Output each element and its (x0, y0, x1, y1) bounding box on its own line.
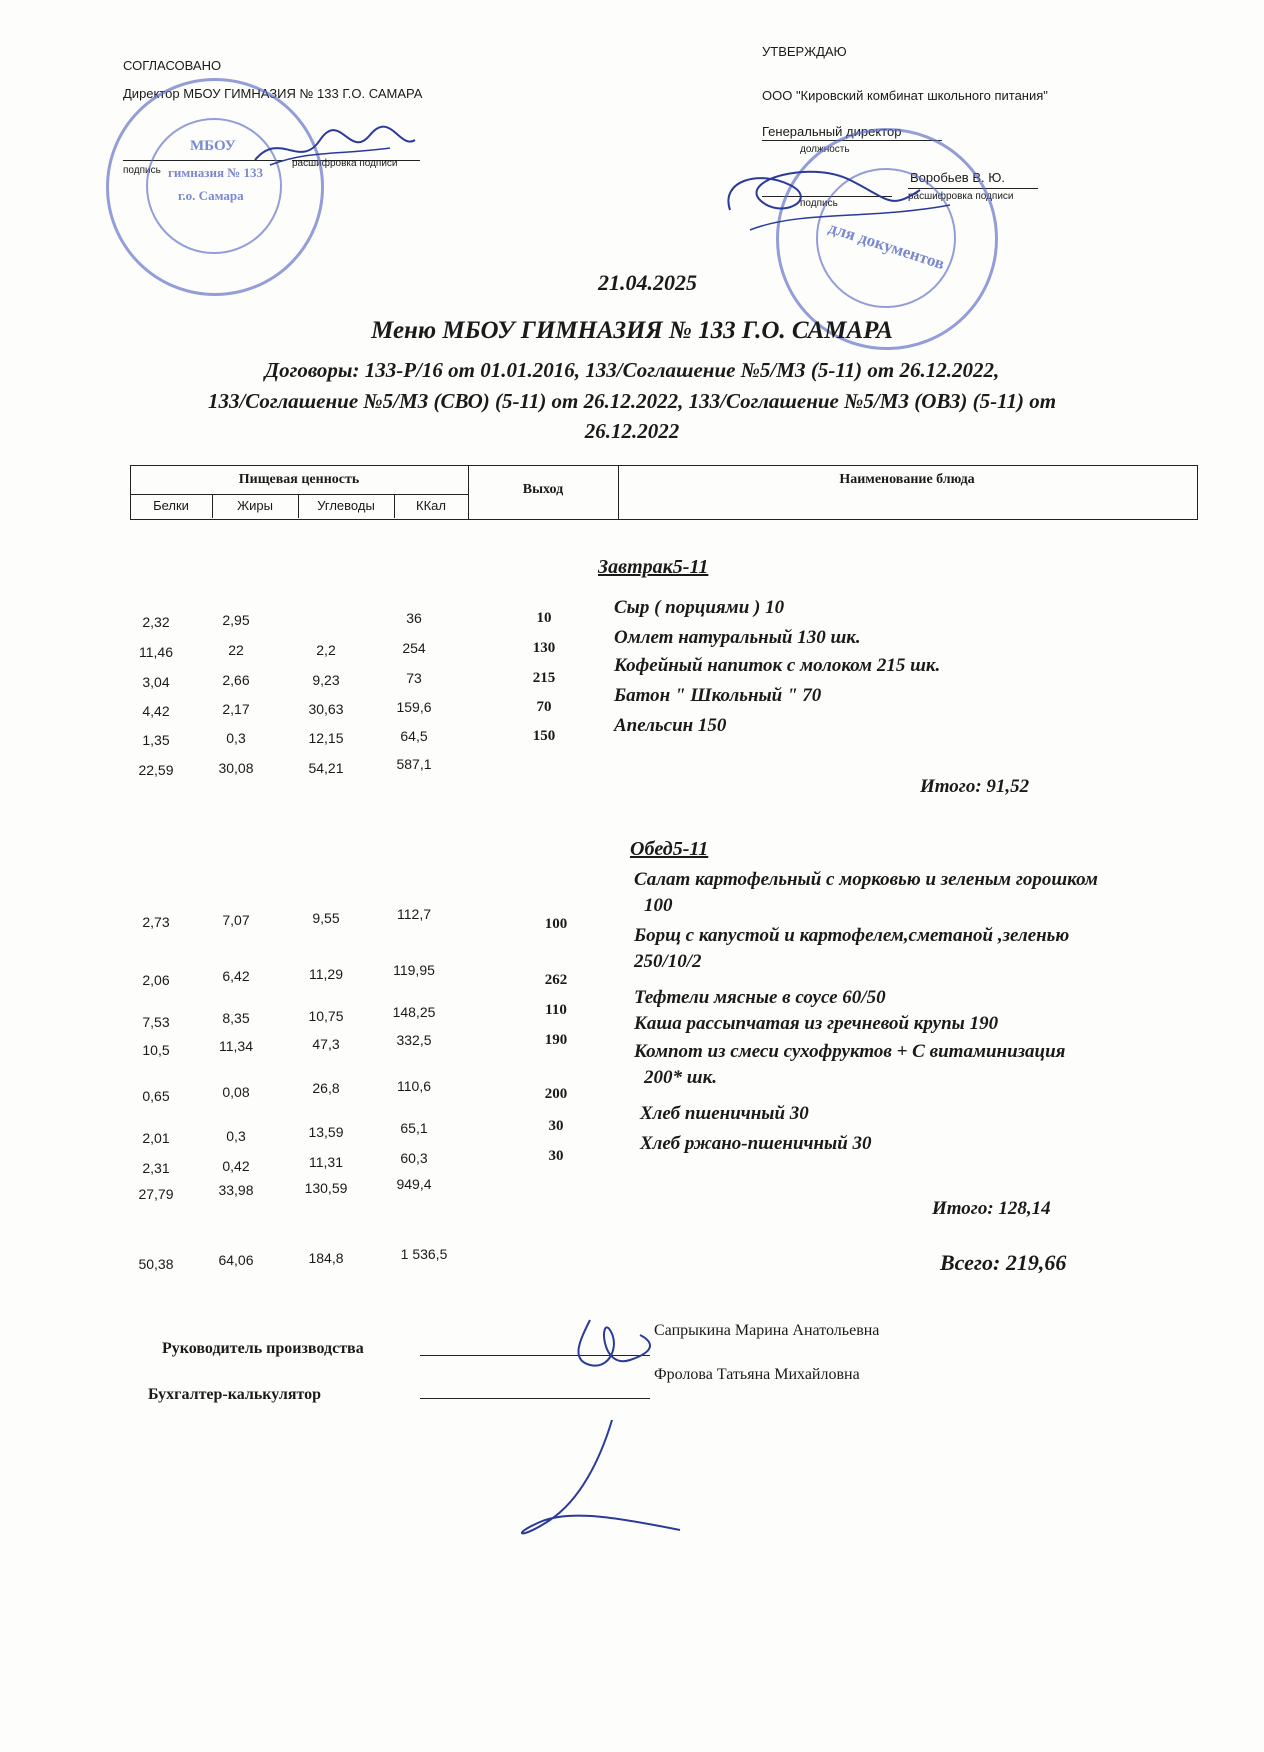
approval-right-name: Воробьев В. Ю. (910, 170, 1005, 185)
b2-yield: 215 (532, 670, 556, 686)
l6-proteins: 2,31 (142, 1160, 170, 1176)
b3-fats: 2,17 (222, 701, 250, 717)
l1-kcal: 119,95 (393, 962, 435, 978)
l4-yield: 200 (544, 1086, 568, 1102)
b1-fats: 22 (228, 642, 244, 658)
lunch-total-proteins: 27,79 (138, 1186, 174, 1202)
b4-yield: 150 (532, 728, 556, 744)
l5-dish: Хлеб пшеничный 30 (640, 1103, 809, 1124)
l2-kcal: 148,25 (392, 1004, 436, 1020)
breakfast-total-kcal: 587,1 (396, 756, 432, 772)
l3-kcal: 332,5 (396, 1032, 432, 1048)
b4-kcal: 64,5 (400, 728, 428, 744)
header-yield: Выход (522, 482, 564, 497)
b1-proteins: 11,46 (139, 644, 173, 660)
header-sub-line (130, 494, 468, 495)
l2-yield: 110 (545, 1002, 567, 1018)
l3-yield: 190 (544, 1032, 568, 1048)
b3-carbs: 30,63 (308, 701, 344, 717)
l0-kcal: 112,7 (397, 906, 431, 922)
l4-carbs: 26,8 (312, 1080, 340, 1096)
header-carbs: Углеводы (317, 498, 375, 513)
approval-right-org: ООО "Кировский комбинат школьного питания" (762, 88, 1048, 103)
accountant-signature (500, 1410, 690, 1550)
l1-dish-line-2: 250/10/2 (634, 951, 702, 972)
l2-carbs: 10,75 (308, 1008, 344, 1024)
l2-fats: 8,35 (222, 1010, 250, 1026)
header-dish-name: Наименование блюда (839, 472, 975, 487)
l4-fats: 0,08 (222, 1084, 250, 1100)
l4-proteins: 0,65 (142, 1088, 170, 1104)
contracts-line-1: Договоры: 133-Р/16 от 01.01.2016, 133/Соглашение №5/МЗ (5-11) от 26.12.2022, (264, 358, 1000, 382)
accountant-label: Бухгалтер-калькулятор (148, 1386, 322, 1403)
header-proteins: Белки (153, 498, 189, 513)
l0-dish-line-1: Салат картофельный с морковью и зеленым горошком (634, 869, 1098, 890)
contracts-line-2: 133/Соглашение №5/МЗ (СВО) (5-11) от 26.12.2022, 133/Соглашение №5/МЗ (ОВЗ) (5-11) от (207, 389, 1057, 413)
approval-right-sig-label: подпись (800, 198, 838, 209)
b2-fats: 2,66 (222, 672, 250, 688)
accountant-sig-line (420, 1398, 650, 1399)
b4-fats: 0,3 (226, 730, 246, 746)
l0-fats: 7,07 (222, 912, 250, 928)
breakfast-total-fats: 30,08 (218, 760, 254, 776)
l4-dish-line-2: 200* шк. (644, 1067, 717, 1088)
accountant-name: Фролова Татьяна Михайловна (654, 1366, 860, 1383)
l6-kcal: 60,3 (400, 1150, 428, 1166)
l6-carbs: 11,31 (309, 1154, 343, 1170)
l2-dish: Тефтели мясные в соусе 60/50 (634, 987, 886, 1008)
b4-carbs: 12,15 (308, 730, 344, 746)
b4-dish: Апельсин 150 (614, 715, 727, 736)
approval-left-heading: СОГЛАСОВАНО (123, 58, 222, 73)
l1-proteins: 2,06 (142, 972, 170, 988)
lunch-title: Обед5-11 (630, 838, 709, 860)
b3-yield: 70 (536, 699, 552, 715)
menu-title: Меню МБОУ ГИМНАЗИЯ № 133 Г.О. САМАРА (371, 317, 893, 344)
b0-dish: Сыр ( порциями ) 10 (614, 597, 785, 618)
approval-right-decode-label: расшифровка подписи (908, 191, 1014, 202)
header-nutrition: Пищевая ценность (238, 472, 360, 487)
b4-proteins: 1,35 (142, 732, 170, 748)
l4-kcal: 110,6 (397, 1078, 431, 1094)
grand-total-proteins: 50,38 (138, 1256, 174, 1272)
lunch-total-fats: 33,98 (218, 1182, 254, 1198)
b2-carbs: 9,23 (312, 672, 340, 688)
l4-dish-line-1: Компот из смеси сухофруктов + С витаминизация (634, 1041, 1066, 1062)
l6-dish: Хлеб ржано-пшеничный 30 (640, 1133, 872, 1154)
approval-left-role: Директор МБОУ ГИМНАЗИЯ № 133 Г.О. САМАРА (123, 86, 423, 101)
grand-total-fats: 64,06 (218, 1252, 254, 1268)
approval-left-sig-label: подпись (123, 165, 161, 176)
lunch-total-cost: Итого: 128,14 (932, 1198, 1051, 1219)
menu-date: 21.04.2025 (598, 270, 697, 295)
grand-total-carbs: 184,8 (308, 1250, 344, 1266)
stamp-left-text-3: г.о. Самара (178, 188, 244, 203)
l2-proteins: 7,53 (142, 1014, 170, 1030)
approval-left-decode-label: расшифровка подписи (292, 158, 398, 169)
stamp-left-text-1: МБОУ (190, 138, 236, 154)
stamp-right-text: для документов (826, 217, 947, 274)
approval-right-heading: УТВЕРЖДАЮ (762, 44, 847, 59)
b0-fats: 2,95 (222, 612, 250, 628)
stamp-left-text-2: гимназия № 133 (168, 165, 264, 180)
b2-dish: Кофейный напиток с молоком 215 шк. (614, 655, 941, 676)
l0-dish-line-2: 100 (644, 895, 673, 916)
l5-kcal: 65,1 (400, 1120, 428, 1136)
b1-carbs: 2,2 (316, 642, 336, 658)
breakfast-total-proteins: 22,59 (138, 762, 174, 778)
head-of-production-label: Руководитель производства (162, 1340, 364, 1357)
l0-proteins: 2,73 (142, 914, 170, 930)
grand-total-cost: Всего: 219,66 (940, 1250, 1067, 1275)
b3-dish: Батон " Школьный " 70 (614, 685, 822, 706)
l6-fats: 0,42 (222, 1158, 250, 1174)
l5-carbs: 13,59 (308, 1124, 344, 1140)
header-kcal: ККал (416, 498, 446, 513)
b0-yield: 10 (536, 610, 552, 626)
header-fats: Жиры (237, 498, 273, 513)
director-signature (250, 120, 420, 180)
l5-fats: 0,3 (226, 1128, 246, 1144)
l1-yield: 262 (544, 972, 568, 988)
head-of-production-name: Сапрыкина Марина Анатольевна (654, 1322, 880, 1339)
b3-proteins: 4,42 (142, 703, 170, 719)
approval-right-role-label: должность (800, 144, 850, 155)
b2-kcal: 73 (406, 670, 422, 686)
head-signature (560, 1300, 660, 1390)
b1-kcal: 254 (402, 640, 426, 656)
l3-dish: Каша рассыпчатая из гречневой крупы 190 (634, 1013, 999, 1034)
l0-yield: 100 (544, 916, 568, 932)
l3-proteins: 10,5 (142, 1042, 170, 1058)
breakfast-total-cost: Итого: 91,52 (920, 776, 1030, 797)
lunch-total-carbs: 130,59 (304, 1180, 348, 1196)
b2-proteins: 3,04 (142, 674, 170, 690)
l5-yield: 30 (548, 1118, 564, 1134)
breakfast-total-carbs: 54,21 (308, 760, 344, 776)
b1-dish: Омлет натуральный 130 шк. (614, 627, 861, 648)
b1-yield: 130 (532, 640, 556, 656)
l1-carbs: 11,29 (309, 966, 343, 982)
general-director-signature (720, 150, 960, 250)
breakfast-title: Завтрак5-11 (598, 556, 709, 578)
l1-fats: 6,42 (222, 968, 250, 984)
l1-dish-line-1: Борщ с капустой и картофелем,сметаной ,зеленью (634, 925, 1070, 946)
approval-right-role: Генеральный директор (762, 124, 902, 139)
l5-proteins: 2,01 (142, 1130, 170, 1146)
b3-kcal: 159,6 (396, 699, 432, 715)
b0-proteins: 2,32 (142, 614, 170, 630)
lunch-total-kcal: 949,4 (396, 1176, 432, 1192)
b0-kcal: 36 (406, 610, 422, 626)
l0-carbs: 9,55 (312, 910, 340, 926)
l3-carbs: 47,3 (312, 1036, 340, 1052)
l3-fats: 11,34 (219, 1038, 253, 1054)
contracts-line-3: 26.12.2022 (584, 419, 680, 443)
grand-total-kcal: 1 536,5 (400, 1246, 448, 1262)
l6-yield: 30 (548, 1148, 564, 1164)
